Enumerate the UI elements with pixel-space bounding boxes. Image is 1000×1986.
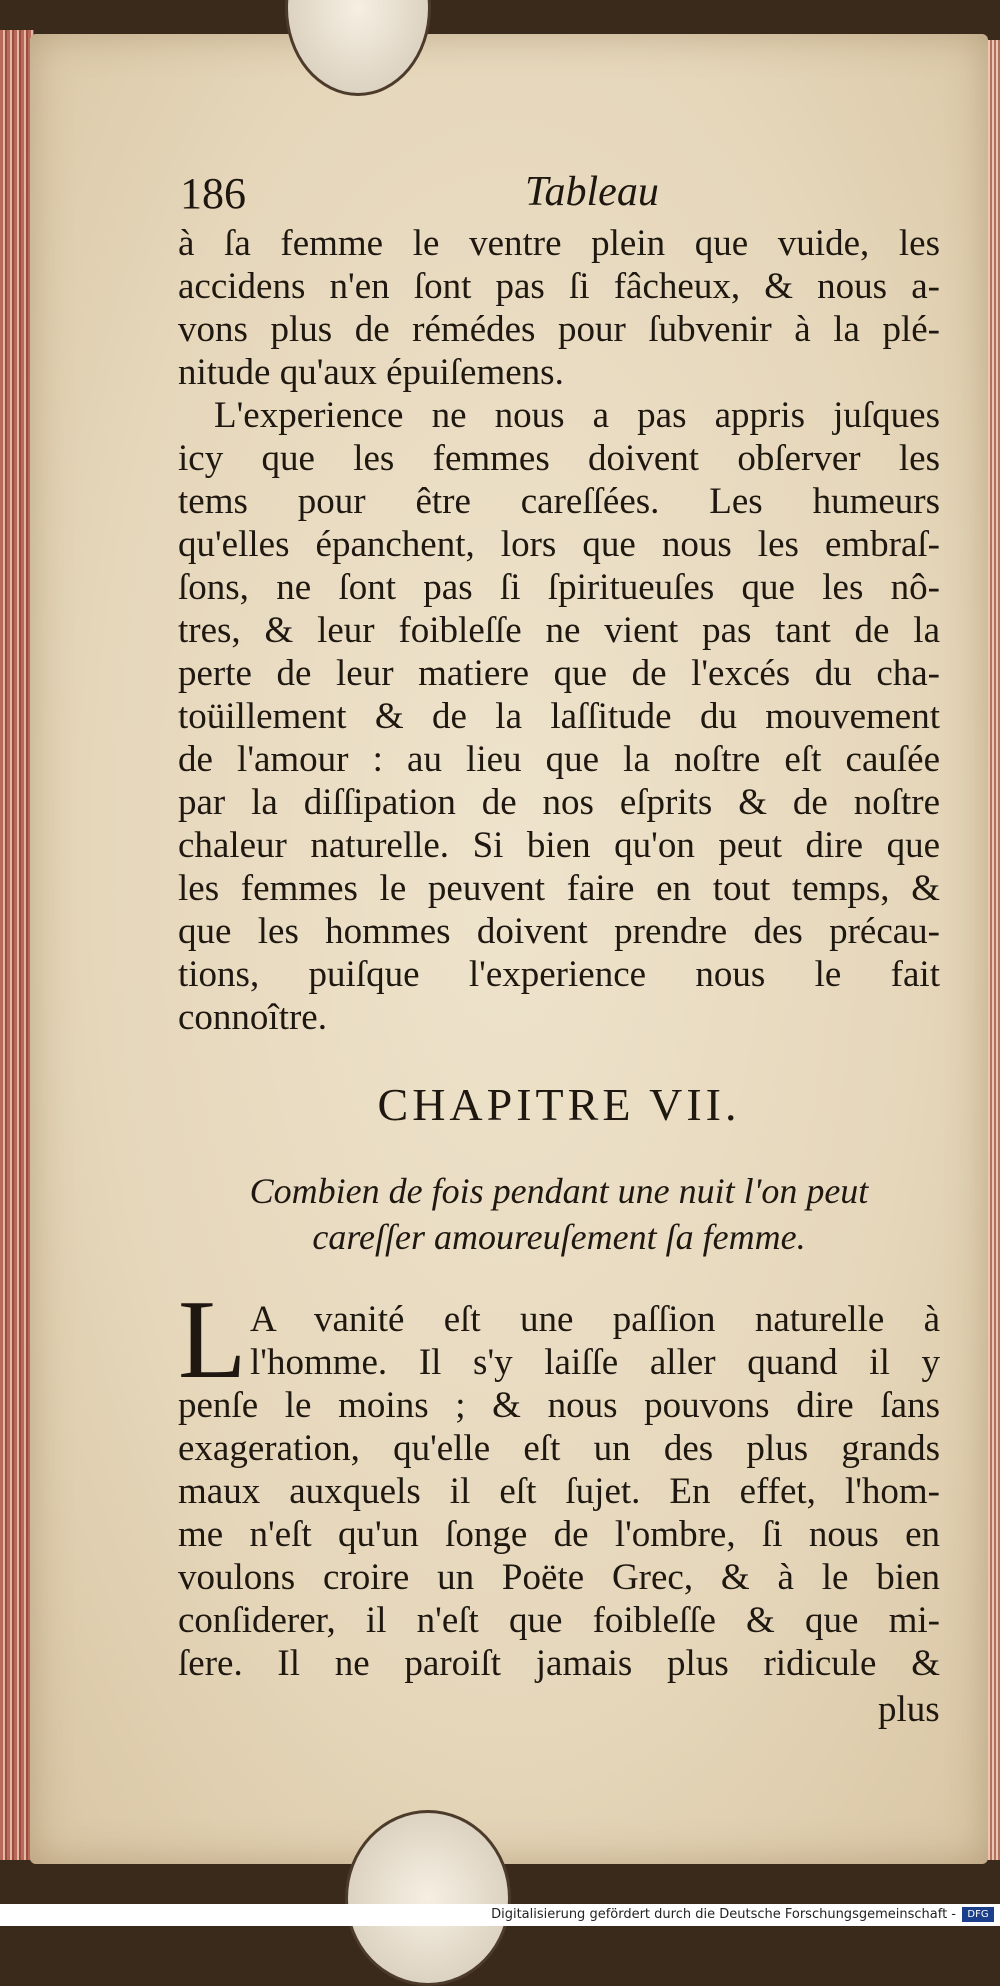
text-line: me n'eſt qu'un ſonge de l'ombre, ſi nous en <box>178 1514 940 1555</box>
chapter-body <box>178 1298 940 1685</box>
text-line: icy que les femmes doivent obſerver les <box>178 438 940 479</box>
text-line: toüillement & de la laſſitude du mouvement <box>178 696 940 737</box>
catchword: plus <box>878 1689 940 1730</box>
text-paragraphs <box>178 222 940 1039</box>
text-line: ſons, ne ſont pas ſi ſpiritueuſes que les nô- <box>178 567 940 608</box>
text-line: penſe le moins ; & nous pouvons dire ſans <box>178 1385 940 1426</box>
text-line: que les hommes doivent prendre des précau- <box>178 911 940 952</box>
chapter-heading: CHAPITRE VII. <box>377 1079 741 1130</box>
text-line: vons plus de rémédes pour ſubvenir à la plé- <box>178 309 940 350</box>
text-line: l'homme. Il s'y laiſſe aller quand il y <box>250 1342 940 1383</box>
book-edge-left <box>0 30 34 1860</box>
text-line: nitude qu'aux épuiſemens. <box>178 352 564 393</box>
text-line: A vanité eſt une paſſion naturelle à <box>250 1299 940 1340</box>
text-line: voulons croire un Poëte Grec, & à le bien <box>178 1557 940 1598</box>
text-line: de l'amour : au lieu que la noſtre eſt cauſée <box>178 739 940 780</box>
text-line: ſere. Il ne paroiſt jamais plus ridicule & <box>178 1643 940 1684</box>
chapter-subtitle-line: Combien de fois pendant une nuit l'on peut <box>249 1171 869 1211</box>
text-line: par la diſſipation de nos eſprits & de noſtre <box>178 782 940 823</box>
page-clip-bottom <box>345 1810 511 1986</box>
text-line: accidens n'en ſont pas ſi fâcheux, & nous a- <box>178 266 940 307</box>
text-line: qu'elles épanchent, lors que nous les embraſ- <box>178 524 940 565</box>
text-line: à ſa femme le ventre plein que vuide, les <box>178 223 940 264</box>
text-line: tres, & leur foibleſſe ne vient pas tant de la <box>178 610 940 651</box>
text-line: L'experience ne nous a pas appris juſques <box>214 395 940 436</box>
chapter-subtitle-line: careſſer amoureuſement ſa femme. <box>312 1217 806 1257</box>
text-line: connoître. <box>178 997 327 1038</box>
chapter-subtitle <box>178 1168 940 1260</box>
text-line: les femmes le peuvent faire en tout temps, & <box>178 868 940 909</box>
text-line: tions, puiſque l'experience nous le fait <box>178 954 940 995</box>
page-header <box>180 168 940 228</box>
text-line: conſiderer, il n'eſt que foibleſſe & que mi- <box>178 1600 940 1641</box>
text-line: chaleur naturelle. Si bien qu'on peut dire que <box>178 825 940 866</box>
running-head: Tableau <box>525 169 659 215</box>
dfg-logo: DFG <box>962 1907 994 1922</box>
page-number: 186 <box>180 169 246 218</box>
footer-credit: Digitalisierung gefördert durch die Deutsche Forschungsgemeinschaft - <box>491 1907 956 1922</box>
drop-cap: L <box>178 1278 247 1402</box>
text-line: exageration, qu'elle eſt un des plus grands <box>178 1428 940 1469</box>
text-line: perte de leur matiere que de l'excés du cha- <box>178 653 940 694</box>
text-line: tems pour être careſſées. Les humeurs <box>178 481 940 522</box>
text-line: maux auxquels il eſt ſujet. En effet, l'hom- <box>178 1471 940 1512</box>
